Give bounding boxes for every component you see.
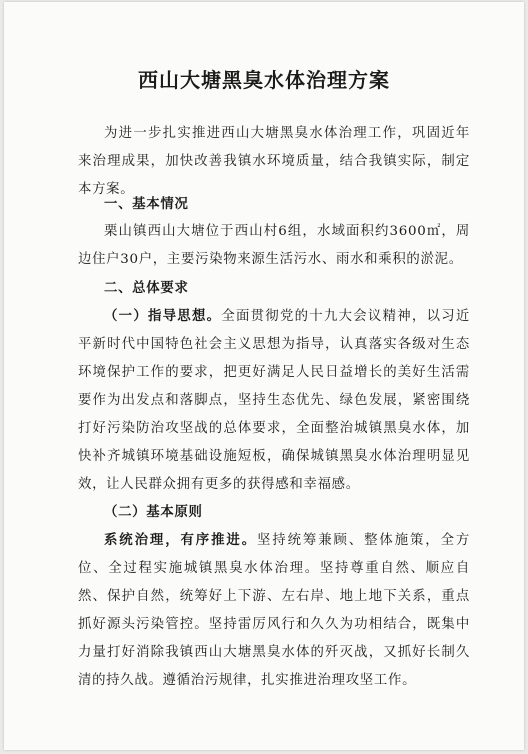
- guiding-ideology-label: （一）指导思想。: [104, 308, 222, 324]
- basic-principles-body: 坚持统筹兼顾、整体施策，全方位、全过程实施城镇黑臭水体治理。坚持尊重自然、顺应自然、保护自然，统筹好上下游、左右岸、地上地下关系，重点抓好源头污染管控。坚持雷厉风行和久久为功相结合，既集中力量打好消除我镇西山大塘黑臭水体的歼灭战，又抓好长制久清的持久战。遵循治污规律，扎实推进治理攻坚工作。: [78, 533, 470, 688]
- basic-principles-lead: 系统治理，有序推进。: [104, 532, 257, 548]
- intro-paragraph: 为进一步扎实推进西山大塘黑臭水体治理工作，巩固近年来治理成果，加快改善我镇水环境质量，结合我镇实际，制定本方案。: [78, 126, 470, 197]
- section-1-heading: 一、基本情况: [104, 196, 189, 212]
- section-2-heading: 二、总体要求: [104, 280, 189, 296]
- guiding-ideology-paragraph: [78, 302, 470, 499]
- basic-principles-paragraph: [78, 526, 470, 695]
- basic-principles-heading: （二）基本原则: [104, 504, 203, 520]
- section-1-body: 栗山镇西山大塘位于西山村6组，水域面积约3600㎡，周边住户30户，主要污染物来源生活污水、雨水和乘积的淤泥。: [78, 224, 470, 267]
- guiding-ideology-body: 全面贯彻党的十九大会议精神，以习近平新时代中国特色社会主义思想为指导，认真落实各级对生态环境保护工作的要求，把更好满足人民日益增长的美好生活需要作为出发点和落脚点，坚持生态优先、绿色发展，紧密围绕打好污染防治攻坚战的总体要求，全面整治城镇黑臭水体，加快补齐城镇环境基础设施短板，确保城镇黑臭水体治理明显见效，让人民群众拥有更多的获得感和幸福感。: [78, 309, 470, 492]
- document-page: [4, 2, 524, 750]
- document-title: 西山大塘黑臭水体治理方案: [138, 68, 390, 92]
